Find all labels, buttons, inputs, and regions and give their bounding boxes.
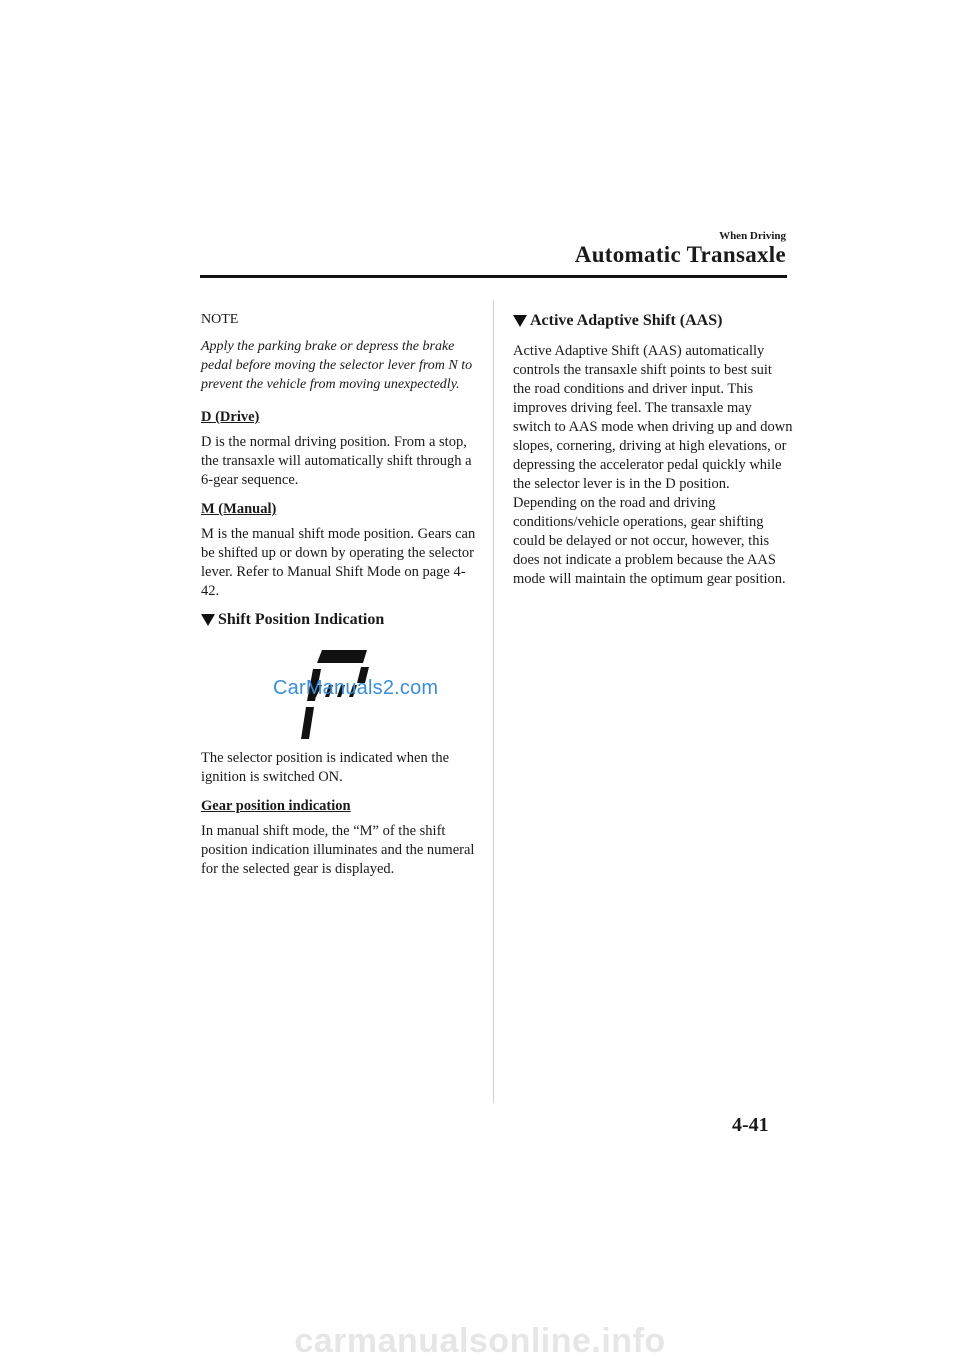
gear-position-heading: Gear position indication bbox=[201, 798, 351, 814]
manual-text: M is the manual shift mode position. Gears can be shifted up or down by operating the selector lever. Refer to Manual Shift Mode on page 4-42. bbox=[201, 526, 476, 599]
column-divider bbox=[493, 300, 494, 1103]
note-label: NOTE bbox=[201, 312, 239, 327]
shift-indicator-figure bbox=[201, 643, 483, 743]
triangle-bullet-icon bbox=[201, 614, 215, 626]
shift-position-heading bbox=[201, 611, 483, 629]
shift-position-heading-text: Shift Position Indication bbox=[218, 611, 385, 628]
chapter-label: When Driving bbox=[719, 230, 786, 242]
gear-position-text: In manual shift mode, the “M” of the shift position indication illuminates and the numeral for the selected gear is displayed. bbox=[201, 823, 475, 877]
footer-watermark-url: carmanualsonline.info bbox=[294, 1322, 666, 1360]
shift-position-text: The selector position is indicated when the ignition is switched ON. bbox=[201, 750, 450, 785]
page-number: 4-41 bbox=[732, 1114, 769, 1136]
note-text: Apply the parking brake or depress the brake pedal before moving the selector lever from N to prevent the vehicle from moving unexpectedly. bbox=[201, 339, 473, 392]
triangle-bullet-icon bbox=[513, 315, 527, 327]
right-column bbox=[513, 312, 793, 599]
left-column bbox=[201, 312, 483, 889]
aas-text: Active Adaptive Shift (AAS) automatically controls the transaxle shift points to best suit the road conditions and driver input. This improves driving feel. The transaxle may switch to AAS mode when driving up and down slopes, cornering, driving at high elevations, or depressing the accelerator pedal quickly while the selector lever is in the D position. Depending on the road and driving conditions/vehicle operations, gear shifting could be delayed or not occur, however, this does not indicate a problem because the AAS mode will maintain the optimum gear position. bbox=[513, 343, 793, 587]
manual-heading: M (Manual) bbox=[201, 501, 277, 517]
aas-heading bbox=[513, 312, 793, 330]
header-rule bbox=[200, 275, 787, 278]
drive-text: D is the normal driving position. From a stop, the transaxle will automatically shift through a 6-gear sequence. bbox=[201, 434, 472, 488]
watermark-text: CarManuals2.com bbox=[273, 677, 439, 699]
drive-heading: D (Drive) bbox=[201, 409, 260, 425]
section-title: Automatic Transaxle bbox=[574, 242, 786, 267]
aas-heading-text: Active Adaptive Shift (AAS) bbox=[530, 312, 723, 329]
